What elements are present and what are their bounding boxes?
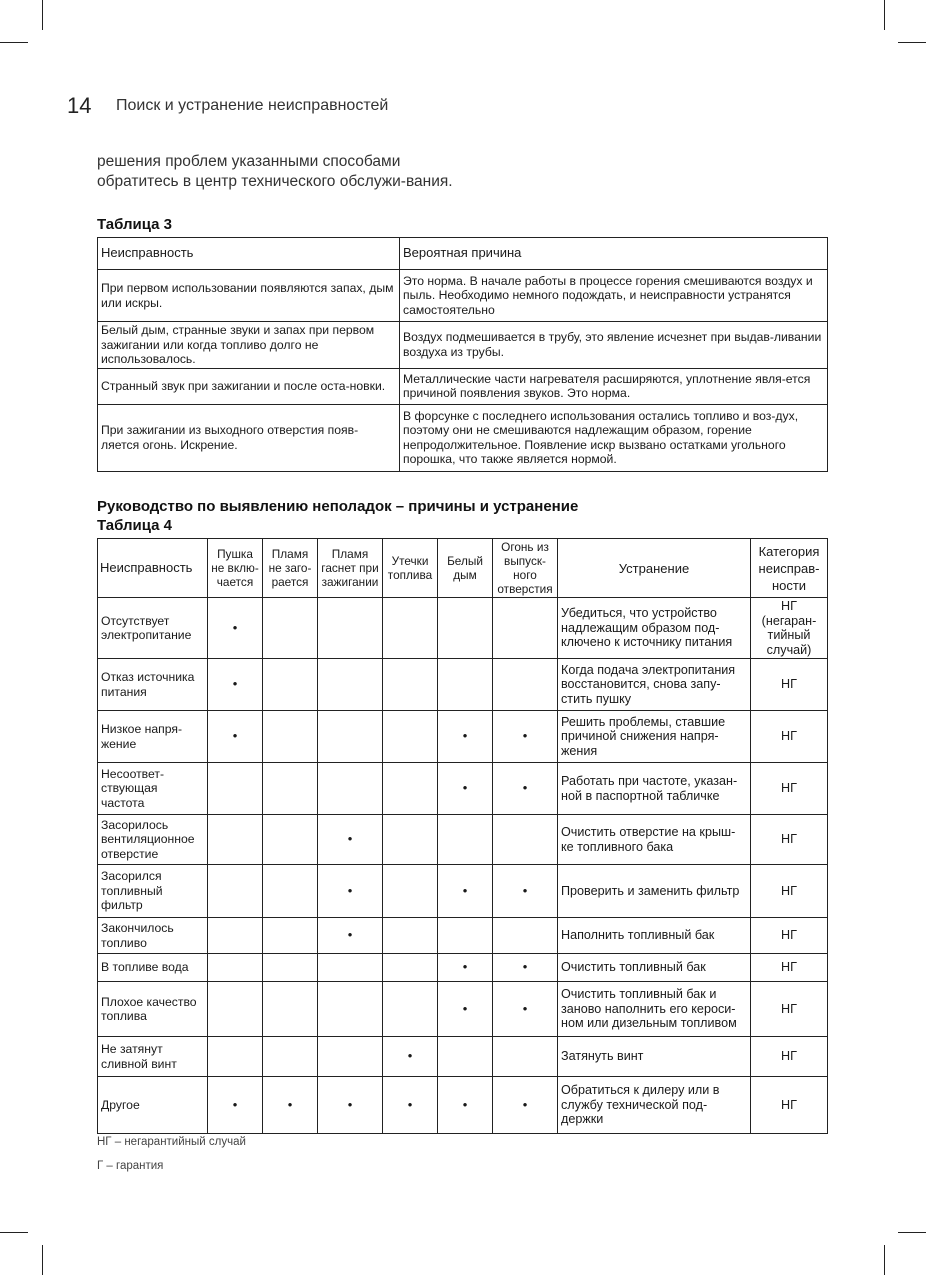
symptom-cell-empty [263,763,318,815]
symptom-cell-empty [438,659,493,711]
symptom-mark: • [208,711,263,763]
crop-mark [898,1232,926,1233]
table4-fix-cell: Очистить отверстие на крыш-ке топливного бака [558,815,751,865]
table4-fix-cell: Убедиться, что устройство надлежащим образом под-ключено к источнику питания [558,598,751,659]
symptom-cell-empty [263,598,318,659]
table4-header-category: Категория неисправ-ности [751,539,828,598]
table4-category-cell: НГ [751,659,828,711]
table4-fault-cell: Засорился топливный фильтр [98,865,208,918]
table4-row [98,815,828,865]
table4-row [98,865,828,918]
symptom-mark: • [208,1077,263,1134]
symptom-mark: • [318,865,383,918]
table4-header-fuel-leak: Утечки топлива [383,539,438,598]
table4-category-cell: НГ [751,1077,828,1134]
table4-row [98,954,828,982]
symptom-mark: • [493,763,558,815]
intro-paragraph: решения проблем указанными способами обратитесь в центр технического обслужи-вания. [97,153,453,190]
table4-caption: Таблица 4 [97,517,173,534]
crop-mark [0,1232,28,1233]
symptom-mark: • [318,918,383,954]
table4-heading: Руководство по выявлению неполадок – причины и устранение [97,498,579,515]
symptom-cell-empty [263,954,318,982]
table4-fix-cell: Обратиться к дилеру или в службу технической под-держки [558,1077,751,1134]
crop-mark [42,0,43,30]
symptom-cell-empty [383,598,438,659]
symptom-cell-empty [438,815,493,865]
table3-header-cause: Вероятная причина [400,238,828,270]
table4-fault-cell: Не затянут сливной винт [98,1037,208,1077]
table4-fault-cell: Засорилось вентиляционное отверстие [98,815,208,865]
table4-fault-cell: Отказ источника питания [98,659,208,711]
table4-fault-cell: В топливе вода [98,954,208,982]
symptom-cell-empty [208,763,263,815]
symptom-mark: • [438,982,493,1037]
symptom-cell-empty [318,763,383,815]
table4-fault-cell: Другое [98,1077,208,1134]
symptom-mark: • [438,954,493,982]
table4-header-flame-not-ignite: Пламя не заго-рается [263,539,318,598]
crop-mark [884,0,885,30]
symptom-cell-empty [208,982,263,1037]
section-title: Поиск и устранение неисправностей [116,97,389,114]
table4-row [98,659,828,711]
table4-fix-cell: Затянуть винт [558,1037,751,1077]
table4-header-row [98,539,828,598]
table3-header-row [98,238,828,270]
symptom-mark: • [263,1077,318,1134]
symptom-cell-empty [383,918,438,954]
symptom-cell-empty [318,1037,383,1077]
symptom-cell-empty [263,659,318,711]
symptom-cell-empty [383,982,438,1037]
crop-mark [884,1245,885,1275]
symptom-cell-empty [263,711,318,763]
table3-fault-cell: Белый дым, странные звуки и запах при первом зажигании или когда топливо долго не использовалось. [98,322,400,369]
symptom-cell-empty [493,918,558,954]
table4-row [98,1037,828,1077]
table4-fault-cell: Отсутствует электропитание [98,598,208,659]
table3-row [98,322,828,369]
table4-category-cell: НГ [751,711,828,763]
table4-fix-cell: Наполнить топливный бак [558,918,751,954]
table4-fix-cell: Проверить и заменить фильтр [558,865,751,918]
symptom-cell-empty [438,918,493,954]
table4-row [98,918,828,954]
table3-fault-cell: При зажигании из выходного отверстия появ-ляется огонь. Искрение. [98,404,400,471]
crop-mark [42,1245,43,1275]
symptom-mark: • [438,763,493,815]
symptom-mark: • [318,1077,383,1134]
symptom-mark: • [493,1077,558,1134]
table3-fault-cell: При первом использовании появляются запах, дым или искры. [98,270,400,322]
symptom-cell-empty [493,1037,558,1077]
symptom-cell-empty [383,954,438,982]
symptom-mark: • [438,1077,493,1134]
symptom-cell-empty [318,711,383,763]
symptom-mark: • [318,815,383,865]
table4-row [98,763,828,815]
crop-mark [0,42,28,43]
table3-row [98,368,828,404]
table4-row [98,598,828,659]
table3-cause-cell: Металлические части нагревателя расширяются, уплотнение явля-ется причиной появления звуков. Это норма. [400,368,828,404]
table3-header-fault: Неисправность [98,238,400,270]
table3-cause-cell: Воздух подмешивается в трубу, это явление исчезнет при выдав-ливании воздуха из трубы. [400,322,828,369]
symptom-mark: • [493,865,558,918]
table4-category-cell: НГ [751,815,828,865]
table4-row [98,711,828,763]
symptom-cell-empty [263,815,318,865]
table4-category-cell: НГ [751,918,828,954]
table4-category-cell: НГ [751,954,828,982]
symptom-cell-empty [208,954,263,982]
table4-category-cell: НГ (негаран-тийный случай) [751,598,828,659]
footnote-ng: НГ – негарантийный случай [97,1136,246,1148]
table3-cause-cell: В форсунке с последнего использования остались топливо и воз-дух, поэтому они не смешиваются надлежащим образом, горение непродолжительное. Появление искр вызвано остатками угольного порошка, что также является нормой. [400,404,828,471]
page-number: 14 [67,93,92,118]
table4-category-cell: НГ [751,1037,828,1077]
symptom-cell-empty [208,1037,263,1077]
crop-mark [898,42,926,43]
table4-fault-cell: Закончилось топливо [98,918,208,954]
symptom-mark: • [208,598,263,659]
table4-row [98,982,828,1037]
symptom-mark: • [493,982,558,1037]
symptom-cell-empty [208,865,263,918]
symptom-mark: • [383,1037,438,1077]
symptom-cell-empty [318,982,383,1037]
footnote-g: Г – гарантия [97,1160,164,1172]
symptom-mark: • [438,865,493,918]
symptom-cell-empty [318,659,383,711]
symptom-cell-empty [318,954,383,982]
symptom-cell-empty [383,763,438,815]
table4-fix-cell: Очистить топливный бак [558,954,751,982]
symptom-mark: • [208,659,263,711]
symptom-cell-empty [263,982,318,1037]
symptom-cell-empty [383,711,438,763]
symptom-cell-empty [383,865,438,918]
table4-header-gun-not-on: Пушка не вклю-чается [208,539,263,598]
table4-fault-cell: Плохое качество топлива [98,982,208,1037]
table4-category-cell: НГ [751,865,828,918]
table4-fault-cell: Низкое напря-жение [98,711,208,763]
table4-header-flame-out: Пламя гаснет при зажигании [318,539,383,598]
table3-row [98,270,828,322]
table4-header-white-smoke: Белый дым [438,539,493,598]
symptom-cell-empty [383,815,438,865]
symptom-mark: • [493,711,558,763]
table3-row [98,404,828,471]
symptom-cell-empty [263,918,318,954]
symptom-cell-empty [208,918,263,954]
symptom-cell-empty [318,598,383,659]
table3 [97,237,828,472]
symptom-cell-empty [438,1037,493,1077]
table4 [97,538,828,1134]
table4-fix-cell: Решить проблемы, ставшие причиной снижения напря-жения [558,711,751,763]
symptom-cell-empty [493,815,558,865]
table4-category-cell: НГ [751,982,828,1037]
symptom-mark: • [438,711,493,763]
table4-category-cell: НГ [751,763,828,815]
symptom-cell-empty [263,1037,318,1077]
table4-fault-cell: Несоответ-ствующая частота [98,763,208,815]
table3-cause-cell: Это норма. В начале работы в процессе горения смешиваются воздух и пыль. Необходимо немного подождать, и неисправности устранятся самостоятельно [400,270,828,322]
symptom-cell-empty [438,598,493,659]
table4-header-fire-outlet: Огонь из выпуск-ного отверстия [493,539,558,598]
symptom-cell-empty [263,865,318,918]
table4-fix-cell: Работать при частоте, указан-ной в паспортной табличке [558,763,751,815]
symptom-mark: • [383,1077,438,1134]
table4-row [98,1077,828,1134]
table4-fix-cell: Когда подача электропитания восстановится, снова запу-стить пушку [558,659,751,711]
symptom-cell-empty [208,815,263,865]
table3-caption: Таблица 3 [97,216,173,233]
symptom-mark: • [493,954,558,982]
table4-header-fix: Устранение [558,539,751,598]
table3-fault-cell: Странный звук при зажигании и после оста-новки. [98,368,400,404]
table4-header-fault: Неисправность [98,539,208,598]
symptom-cell-empty [493,659,558,711]
table4-fix-cell: Очистить топливный бак и заново наполнить его кероси-ном или дизельным топливом [558,982,751,1037]
symptom-cell-empty [383,659,438,711]
symptom-cell-empty [493,598,558,659]
